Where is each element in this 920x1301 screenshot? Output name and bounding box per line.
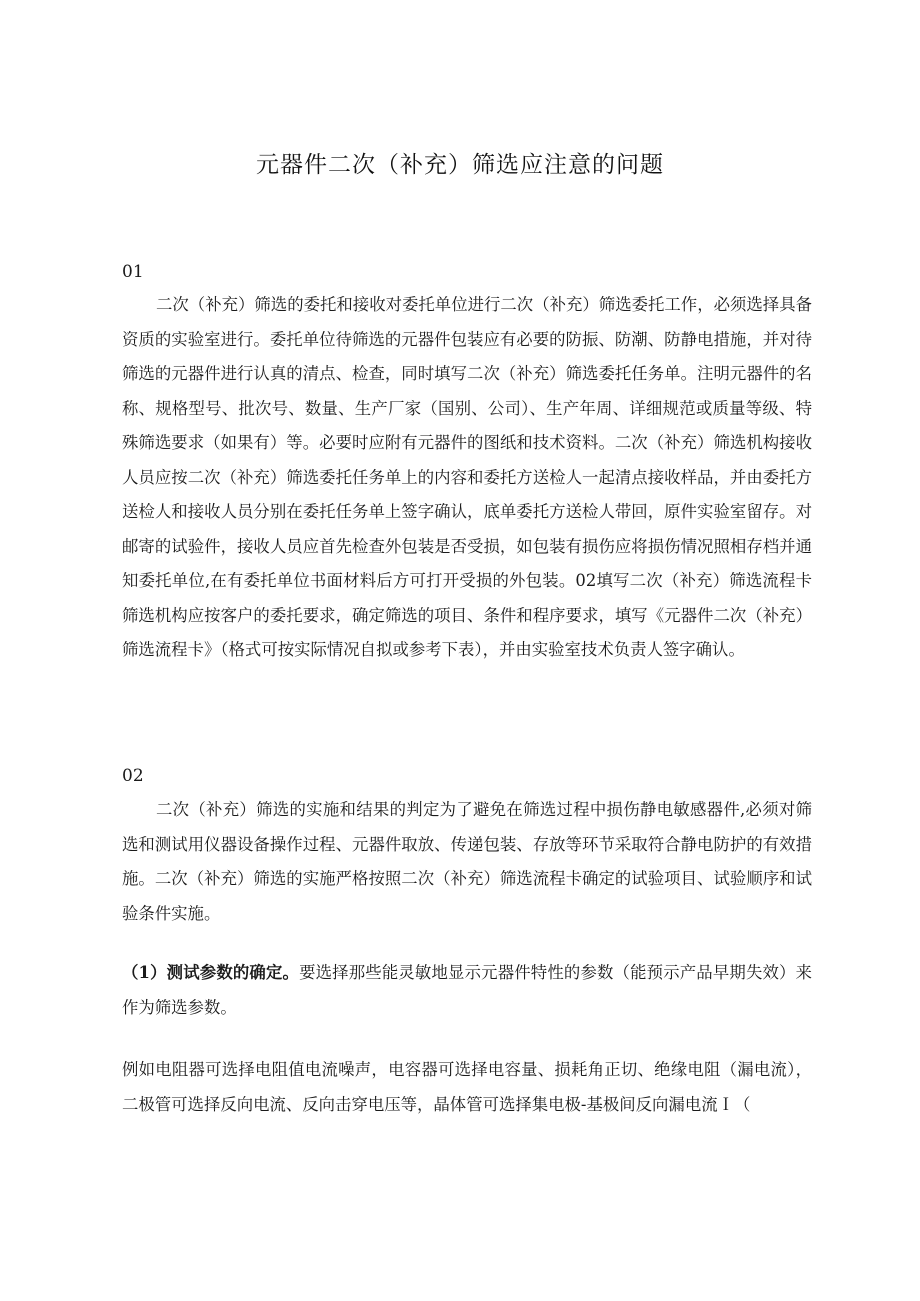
item-1-text: 要选择那些能灵敏地显示元器件特性的参数（能预示产品早期失效）来作为筛选参数。 bbox=[122, 963, 812, 1017]
item-1-lead: （1）测试参数的确定。 bbox=[122, 963, 300, 982]
page-title: 元器件二次（补充）筛选应注意的问题 bbox=[256, 152, 664, 178]
section-01-paragraph: 二次（补充）筛选的委托和接收对委托单位进行二次（补充）筛选委托工作，必须选择具备资质的实验室进行。委托单位待筛选的元器件包装应有必要的防振、防潮、防静电措施，并对待筛选的元器件进行认真的清点、检查，同时填写二次（补充）筛选委托任务单。注明元器件的名称、规格型号、批次号、数量、生产厂家（国别、公司）、生产年周、详细规范或质量等级、特殊筛选要求（如果有）等。必要时应附有元器件的图纸和技术资料。二次（补充）筛选机构接收人员应按二次（补充）筛选委托任务单上的内容和委托方送检人一起清点接收样品，并由委托方送检人和接收人员分别在委托任务单上签字确认，底单委托方送检人带回，原件实验室留存。对邮寄的试验件，接收人员应首先检查外包装是否受损，如包装有损伤应将损伤情况照相存档并通知委托单位,在有委托单位书面材料后方可打开受损的外包装。02填写二次（补充）筛选流程卡筛选机构应按客户的委托要求，确定筛选的项目、条件和程序要求，填写《元器件二次（补充）筛选流程卡》（格式可按实际情况自拟或参考下表），并由实验室技术负责人签字确认。 bbox=[122, 295, 812, 659]
section-label-02: 02 bbox=[122, 766, 144, 786]
item-1-paragraph bbox=[122, 956, 812, 1025]
section-label-01: 01 bbox=[122, 262, 144, 282]
example-paragraph: 例如电阻器可选择电阻值电流噪声，电容器可选择电容量、损耗角正切、绝缘电阻（漏电流），二极管可选择反向电流、反向击穿电压等，晶体管可选择集电极-基极间反向漏电流Ｉ（ bbox=[122, 1060, 812, 1114]
section-02-paragraph: 二次（补充）筛选的实施和结果的判定为了避免在筛选过程中损伤静电敏感器件,必须对筛选和测试用仪器设备操作过程、元器件取放、传递包装、存放等环节采取符合静电防护的有效措施。二次（补充）筛选的实施严格按照二次（补充）筛选流程卡确定的试验项目、试验顺序和试验条件实施。 bbox=[122, 800, 812, 923]
